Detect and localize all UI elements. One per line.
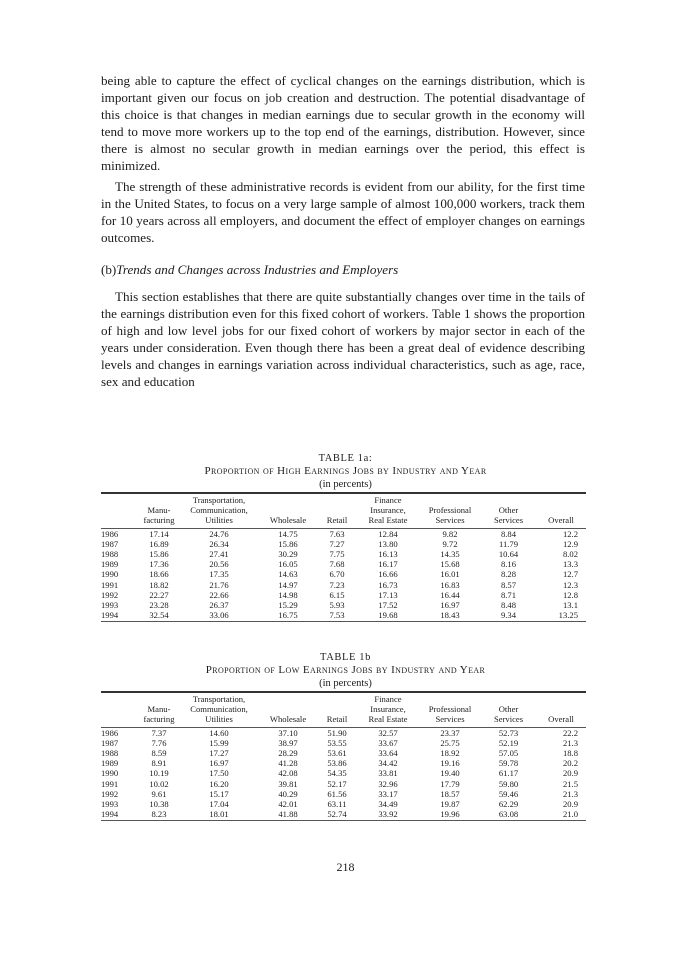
value-cell: 62.29 — [498, 799, 519, 810]
value-cell: 32.54 — [139, 610, 179, 622]
value-cell: 19.16 — [440, 758, 460, 769]
year-cell: 1991 — [101, 778, 119, 789]
value-cell: 16.44 — [440, 589, 460, 600]
table-1b-body — [101, 727, 586, 821]
value-cell: 23.28 — [149, 600, 169, 611]
value-cell: 9.61 — [151, 788, 167, 799]
year-cell: 1993 — [101, 600, 119, 611]
value-cell: 17.13 — [378, 589, 398, 600]
year-cell: 1987 — [101, 737, 119, 748]
value-cell: 17.36 — [149, 559, 169, 570]
value-cell: 21.3 — [562, 788, 578, 799]
value-cell: 13.25 — [536, 610, 586, 622]
year-cell: 1986 — [101, 528, 119, 539]
table-1b-heading — [0, 651, 691, 690]
table-row — [101, 799, 586, 809]
column-header-year — [101, 693, 139, 727]
value-cell: 9.82 — [442, 528, 458, 539]
table-1b-header-row — [101, 693, 586, 727]
value-cell: 16.17 — [378, 559, 398, 570]
value-cell: 8.84 — [500, 528, 517, 539]
column-header: Finance Insurance, Real Estate — [357, 494, 419, 528]
value-cell: 19.68 — [357, 610, 419, 622]
value-cell: 16.75 — [259, 610, 317, 622]
value-cell: 32.96 — [378, 778, 398, 789]
value-cell: 8.91 — [151, 758, 167, 769]
value-cell: 12.2 — [562, 528, 578, 539]
value-cell: 15.68 — [440, 559, 460, 570]
year-cell: 1990 — [101, 569, 119, 580]
table-row — [101, 559, 586, 569]
value-cell: 16.97 — [440, 600, 460, 611]
value-cell: 10.38 — [149, 799, 169, 810]
table-row — [101, 569, 586, 579]
table-row — [101, 580, 586, 590]
value-cell: 38.97 — [278, 737, 298, 748]
column-header: Professional Services — [419, 494, 481, 528]
value-cell: 21.0 — [536, 809, 586, 821]
value-cell: 18.8 — [562, 748, 578, 759]
value-cell: 53.55 — [327, 737, 347, 748]
value-cell: 41.28 — [278, 758, 298, 769]
value-cell: 8.48 — [500, 600, 517, 611]
value-cell: 53.61 — [327, 748, 347, 759]
table-1a-caption: TABLE 1a: — [318, 453, 373, 464]
value-cell: 16.73 — [378, 579, 398, 590]
value-cell: 16.66 — [378, 569, 398, 580]
value-cell: 20.2 — [562, 758, 578, 769]
column-header: Professional Services — [419, 693, 481, 727]
column-header: Overall — [536, 494, 586, 528]
value-cell: 7.68 — [329, 559, 345, 570]
value-cell: 15.29 — [278, 600, 298, 611]
value-cell: 53.86 — [327, 758, 347, 769]
year-cell: 1993 — [101, 799, 119, 810]
value-cell: 11.79 — [498, 538, 519, 549]
column-header: Manu- facturing — [139, 693, 179, 727]
value-cell: 54.35 — [327, 768, 347, 779]
value-cell: 17.27 — [209, 748, 229, 759]
column-header: Retail — [317, 693, 357, 727]
value-cell: 12.7 — [562, 569, 578, 580]
value-cell: 6.15 — [329, 589, 345, 600]
value-cell: 42.01 — [278, 799, 298, 810]
value-cell: 8.23 — [139, 809, 179, 821]
value-cell: 25.75 — [440, 737, 460, 748]
value-cell: 9.72 — [442, 538, 458, 549]
value-cell: 5.93 — [329, 600, 345, 611]
value-cell: 7.53 — [317, 610, 357, 622]
value-cell: 17.50 — [209, 768, 229, 779]
value-cell: 8.59 — [151, 748, 167, 759]
value-cell: 7.76 — [151, 737, 167, 748]
table-row — [101, 600, 586, 610]
value-cell: 7.27 — [329, 538, 345, 549]
value-cell: 20.56 — [209, 559, 229, 570]
year-cell: 1988 — [101, 748, 119, 759]
value-cell: 15.86 — [149, 549, 169, 560]
value-cell: 16.01 — [440, 569, 460, 580]
table-1a-header-row — [101, 494, 586, 528]
table-row — [101, 809, 586, 821]
value-cell: 42.08 — [278, 768, 298, 779]
section-heading — [101, 262, 398, 278]
value-cell: 20.9 — [562, 799, 578, 810]
value-cell: 17.52 — [378, 600, 398, 611]
column-header: Transportation, Communication, Utilities — [179, 693, 259, 727]
table-1a-heading — [0, 452, 691, 491]
value-cell: 18.66 — [149, 569, 169, 580]
value-cell: 33.92 — [357, 809, 419, 821]
value-cell: 16.05 — [278, 559, 298, 570]
value-cell: 18.82 — [149, 579, 169, 590]
value-cell: 19.96 — [419, 809, 481, 821]
value-cell: 33.06 — [179, 610, 259, 622]
year-cell: 1992 — [101, 589, 119, 600]
column-header: Other Services — [481, 693, 536, 727]
value-cell: 17.79 — [440, 778, 460, 789]
table-row — [101, 738, 586, 748]
table-row — [101, 610, 586, 622]
year-cell: 1990 — [101, 768, 119, 779]
value-cell: 20.9 — [562, 768, 578, 779]
page-number: 218 — [336, 860, 355, 874]
value-cell: 21.5 — [562, 778, 578, 789]
column-header: Wholesale — [259, 693, 317, 727]
value-cell: 14.75 — [278, 528, 298, 539]
table-1a — [101, 492, 586, 622]
table-row — [101, 758, 586, 768]
table-row — [101, 528, 586, 539]
table-row — [101, 590, 586, 600]
column-header: Wholesale — [259, 494, 317, 528]
value-cell: 30.29 — [278, 549, 298, 560]
value-cell: 9.34 — [481, 610, 536, 622]
value-cell: 34.49 — [378, 799, 398, 810]
year-cell: 1986 — [101, 727, 119, 738]
value-cell: 33.67 — [378, 737, 398, 748]
value-cell: 63.11 — [327, 799, 347, 810]
table-1b-unit: (in percents) — [319, 678, 372, 689]
value-cell: 12.3 — [562, 579, 578, 590]
value-cell: 24.76 — [209, 528, 229, 539]
table-1a-title: Proportion of High Earnings Jobs by Industry and Year — [204, 465, 487, 477]
value-cell: 12.9 — [562, 538, 578, 549]
table-1a-body — [101, 528, 586, 622]
value-cell: 15.99 — [209, 737, 229, 748]
column-header: Manu- facturing — [139, 494, 179, 528]
table-1b — [101, 691, 586, 821]
value-cell: 63.08 — [481, 809, 536, 821]
table-row — [101, 748, 586, 758]
value-cell: 14.97 — [278, 579, 298, 590]
value-cell: 18.92 — [440, 748, 460, 759]
value-cell: 8.16 — [500, 559, 517, 570]
value-cell: 10.02 — [149, 778, 169, 789]
value-cell: 33.81 — [378, 768, 398, 779]
value-cell: 13.80 — [378, 538, 398, 549]
table-row — [101, 549, 586, 559]
value-cell: 10.64 — [498, 549, 519, 560]
column-header: Transportation, Communication, Utilities — [179, 494, 259, 528]
value-cell: 27.41 — [209, 549, 229, 560]
table-1b-caption: TABLE 1b — [320, 652, 371, 663]
value-cell: 14.35 — [440, 549, 460, 560]
table-1a-unit: (in percents) — [319, 479, 372, 490]
table-row — [101, 768, 586, 778]
value-cell: 16.89 — [149, 538, 169, 549]
value-cell: 16.97 — [209, 758, 229, 769]
table-row — [101, 779, 586, 789]
value-cell: 21.76 — [209, 579, 229, 590]
value-cell: 14.98 — [278, 589, 298, 600]
section-label: (b) — [101, 262, 117, 277]
value-cell: 52.17 — [327, 778, 347, 789]
value-cell: 59.78 — [498, 758, 519, 769]
year-cell: 1989 — [101, 559, 119, 570]
table-row — [101, 789, 586, 799]
value-cell: 17.35 — [209, 569, 229, 580]
value-cell: 15.86 — [278, 538, 298, 549]
value-cell: 18.57 — [440, 788, 460, 799]
value-cell: 8.57 — [500, 579, 517, 590]
section-title: Trends and Changes across Industries and Employers — [116, 262, 399, 277]
value-cell: 23.37 — [440, 727, 460, 738]
table-row — [101, 727, 586, 738]
value-cell: 8.71 — [500, 589, 517, 600]
value-cell: 12.84 — [378, 528, 398, 539]
table-row — [101, 539, 586, 549]
value-cell: 7.23 — [329, 579, 345, 590]
value-cell: 17.14 — [149, 528, 169, 539]
value-cell: 33.17 — [378, 788, 398, 799]
value-cell: 7.63 — [329, 528, 345, 539]
paragraph-cyclical-changes: being able to capture the effect of cyclical changes on the earnings distribution, which is important given our focus on job creation and destruction. The potential disadvantage of this choice is that changes in median earnings due to secular growth in the economy will tend to move more workers up to the top end of the earnings, distribution. However, since there is almost no secular growth in median earnings over the period, this effect is minimized. — [101, 73, 585, 173]
value-cell: 15.17 — [209, 788, 229, 799]
value-cell: 12.8 — [562, 589, 578, 600]
value-cell: 39.81 — [278, 778, 298, 789]
value-cell: 8.28 — [500, 569, 517, 580]
value-cell: 18.43 — [419, 610, 481, 622]
value-cell: 26.37 — [209, 600, 229, 611]
value-cell: 41.88 — [259, 809, 317, 821]
year-cell: 1989 — [101, 758, 119, 769]
value-cell: 14.60 — [209, 727, 229, 738]
year-cell: 1987 — [101, 538, 119, 549]
value-cell: 59.46 — [498, 788, 519, 799]
table-1b-title: Proportion of Low Earnings Jobs by Industry and Year — [205, 664, 486, 676]
value-cell: 6.70 — [329, 569, 345, 580]
value-cell: 57.05 — [498, 748, 519, 759]
value-cell: 21.3 — [562, 737, 578, 748]
value-cell: 33.64 — [378, 748, 398, 759]
value-cell: 52.19 — [498, 737, 519, 748]
column-header: Other Services — [481, 494, 536, 528]
value-cell: 61.17 — [498, 768, 519, 779]
value-cell: 37.10 — [278, 727, 298, 738]
value-cell: 26.34 — [209, 538, 229, 549]
value-cell: 19.87 — [440, 799, 460, 810]
value-cell: 16.13 — [378, 549, 398, 560]
value-cell: 16.83 — [440, 579, 460, 590]
value-cell: 22.27 — [149, 589, 169, 600]
value-cell: 22.66 — [209, 589, 229, 600]
year-cell: 1992 — [101, 788, 119, 799]
value-cell: 17.04 — [209, 799, 229, 810]
value-cell: 19.40 — [440, 768, 460, 779]
column-header: Finance Insurance, Real Estate — [357, 693, 419, 727]
value-cell: 28.29 — [278, 748, 298, 759]
column-header-year — [101, 494, 139, 528]
year-cell: 1988 — [101, 549, 119, 560]
year-cell: 1991 — [101, 579, 119, 590]
value-cell: 40.29 — [278, 788, 298, 799]
year-cell: 1994 — [101, 809, 139, 821]
paragraph-administrative-records: The strength of these administrative records is evident from our ability, for the first time in the United States, to focus on a very large sample of almost 100,000 workers, track them for 10 years across all employers, and document the effect of employer changes on earnings outcomes. — [101, 179, 585, 245]
value-cell: 8.02 — [562, 549, 578, 560]
value-cell: 13.1 — [562, 600, 578, 611]
value-cell: 59.80 — [498, 778, 519, 789]
value-cell: 61.56 — [327, 788, 347, 799]
value-cell: 32.57 — [378, 727, 398, 738]
value-cell: 34.42 — [378, 758, 398, 769]
value-cell: 7.37 — [151, 727, 167, 738]
value-cell: 7.75 — [329, 549, 345, 560]
value-cell: 14.63 — [278, 569, 298, 580]
column-header: Overall — [536, 693, 586, 727]
column-header: Retail — [317, 494, 357, 528]
value-cell: 22.2 — [562, 727, 578, 738]
value-cell: 51.90 — [327, 727, 347, 738]
value-cell: 16.20 — [209, 778, 229, 789]
value-cell: 52.73 — [498, 727, 519, 738]
value-cell: 13.3 — [562, 559, 578, 570]
value-cell: 18.01 — [179, 809, 259, 821]
value-cell: 52.74 — [317, 809, 357, 821]
year-cell: 1994 — [101, 610, 139, 622]
value-cell: 10.19 — [149, 768, 169, 779]
paragraph-section-intro: This section establishes that there are quite substantially changes over time in the tails of the earnings distribution even for this fixed cohort of workers. Table 1 shows the proportion of high and low level jobs for our fixed cohort of workers by major sector in each of the years under consideration. Even though there has been a great deal of evidence describing levels and changes in earnings variation across individual characteristics, such as age, race, sex and education — [101, 289, 585, 389]
